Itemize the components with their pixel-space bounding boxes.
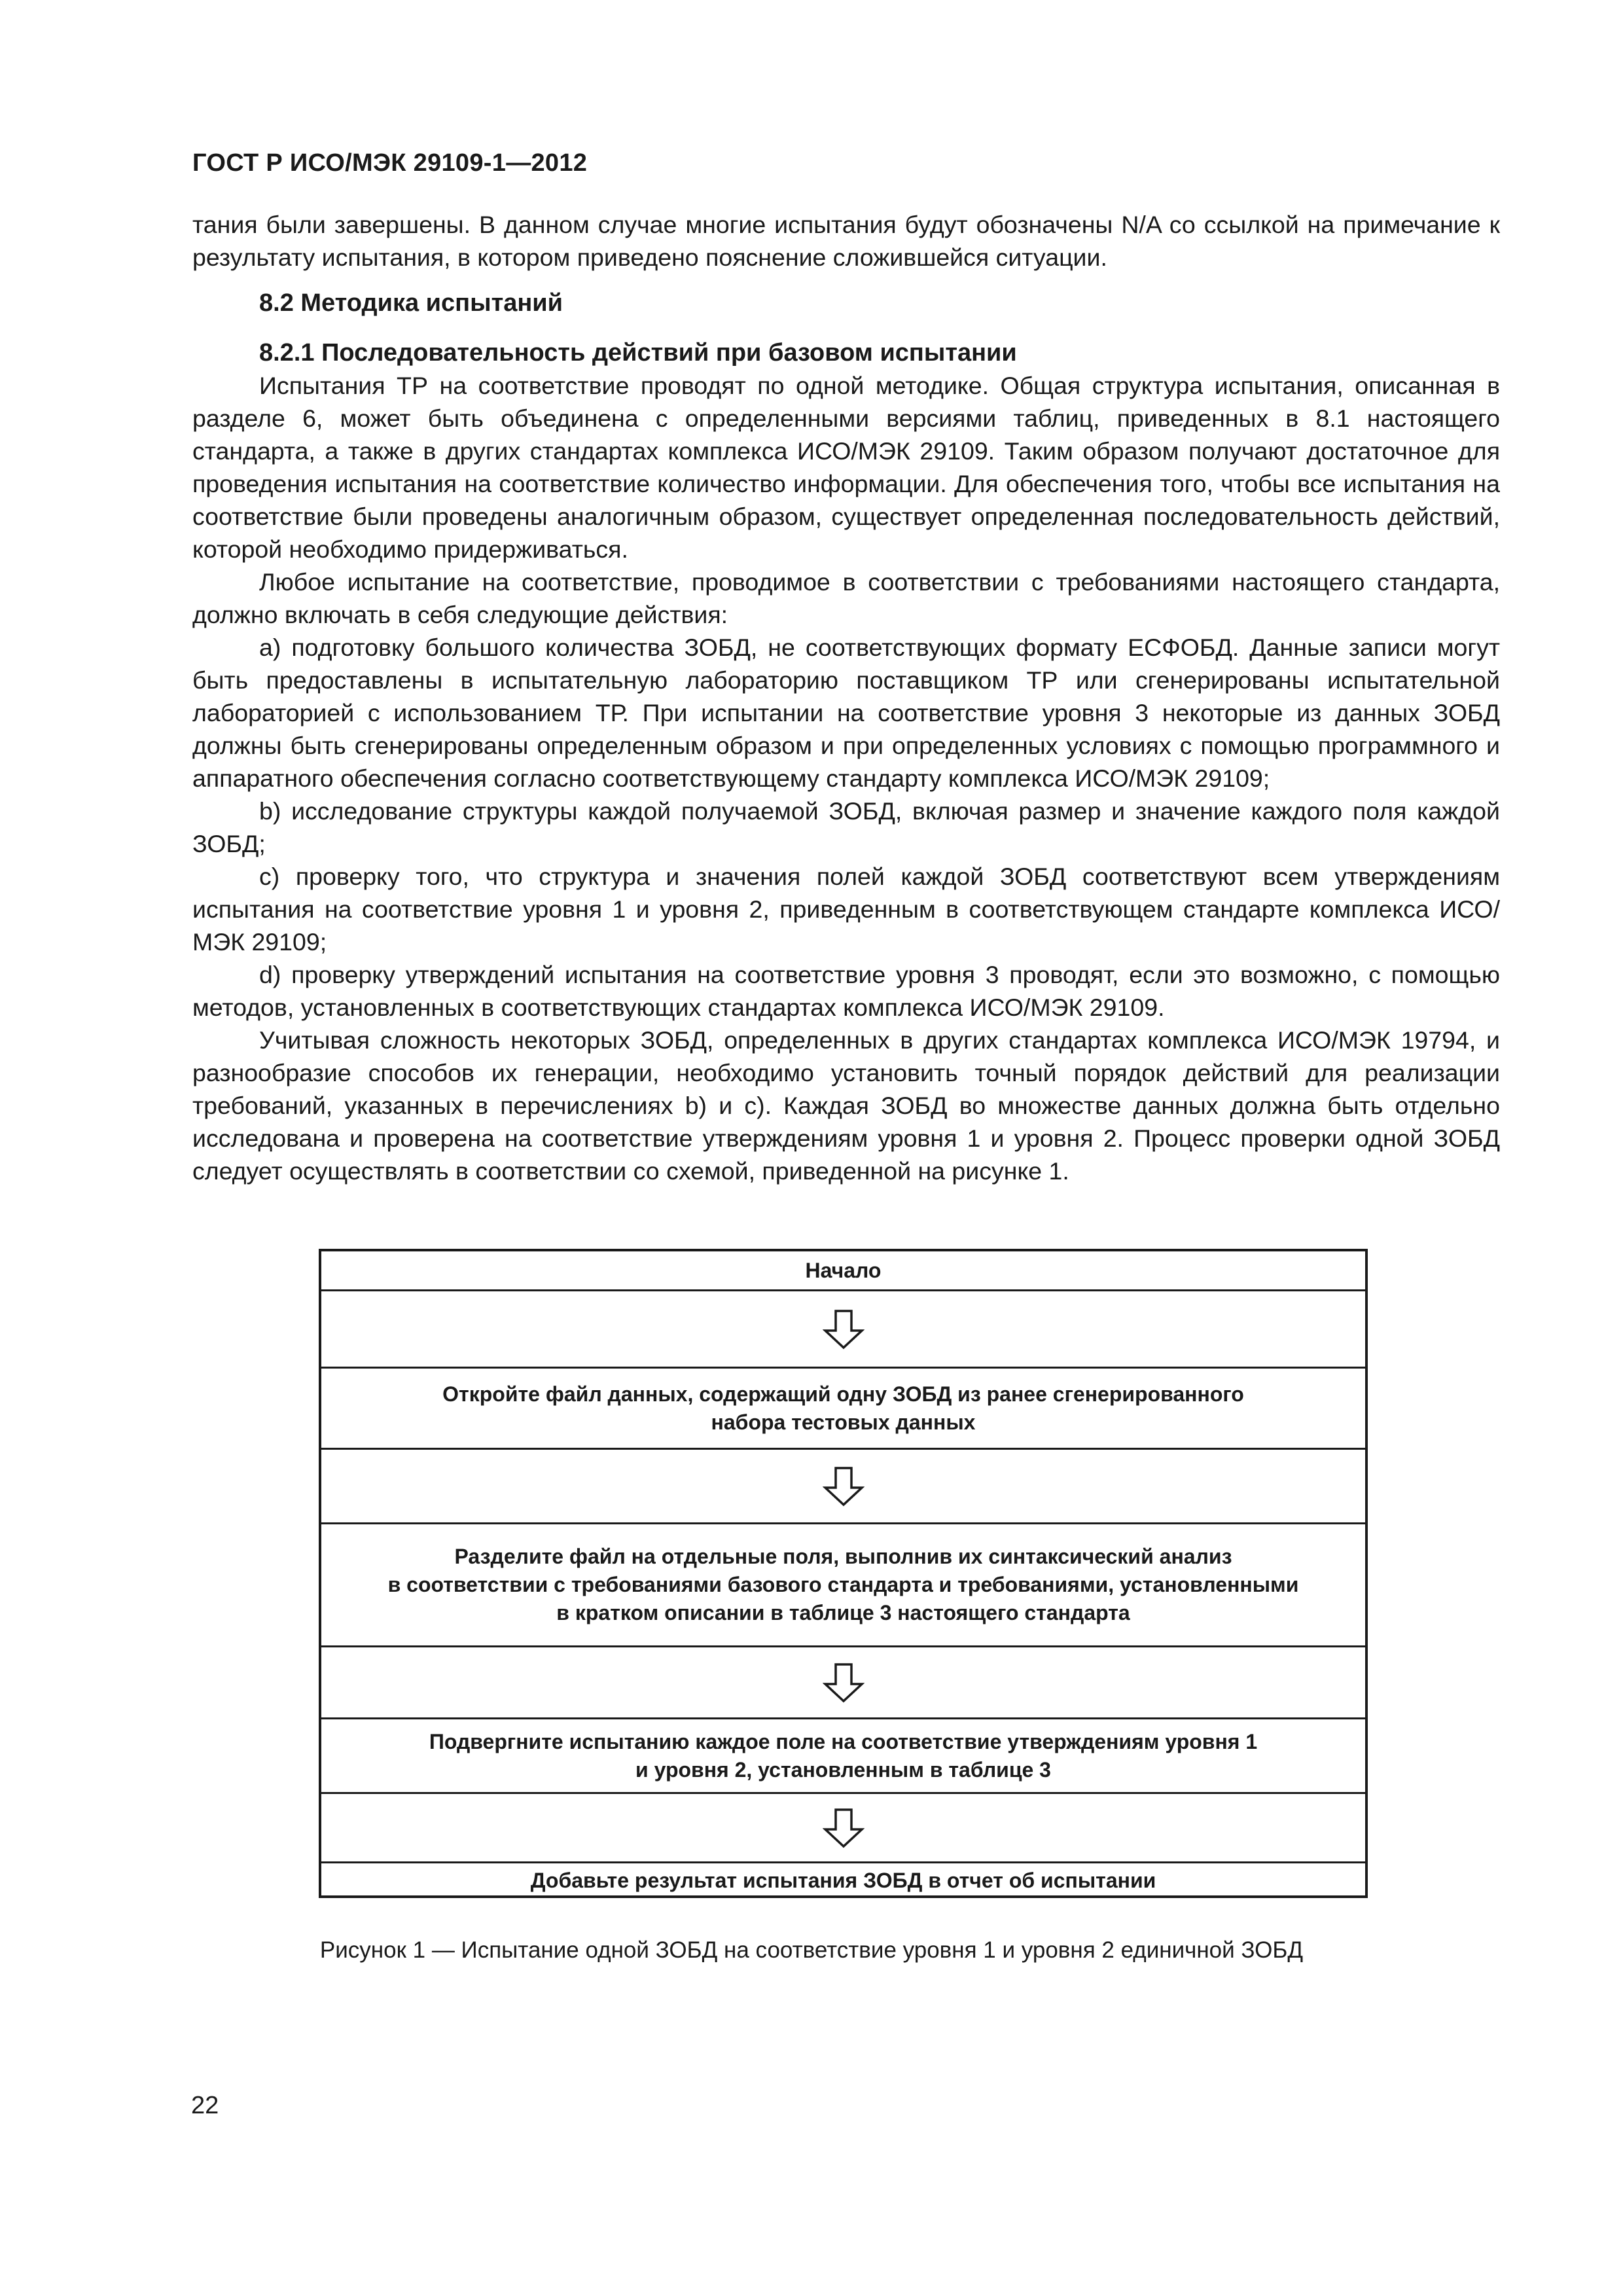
paragraph-2: Любое испытание на соответствие, проводимое в соответствии с требованиями настоящего стандарта, должно включать в себя следующие действия: xyxy=(192,568,1500,628)
flow-arrow-row xyxy=(321,1792,1365,1861)
flow-step-1-line-2: набора тестовых данных xyxy=(711,1410,976,1434)
list-item-c: c) проверку того, что структура и значения полей каждой ЗОБД соответствуют всем утверждениям испытания на соответствие уровня 1 и уровня 2, приведенным в соответствующем стандарте комплекса ИСО/МЭК 29109; xyxy=(192,863,1500,956)
paragraph-3: Учитывая сложность некоторых ЗОБД, определенных в других стандартах комплекса ИСО/МЭК 19794, и разнообразие способов их генерации, необходимо установить точный порядок действий для реализации требований, указанных в перечислениях b) и c). Каждая ЗОБД во множестве данных должна быть отдельно исследована и проверена на соответствие утверждениям уровня 1 и уровня 2. Процесс проверки одной ЗОБД следует осуществлять в соответствии со схемой, приведенной на рисунке 1. xyxy=(192,1026,1500,1185)
flow-step-2-line-3: в кратком описании в таблице 3 настоящего стандарта xyxy=(556,1601,1130,1624)
flow-step-2-line-2: в соответствии с требованиями базового стандарта и требованиями, установленными xyxy=(387,1573,1299,1596)
down-arrow-icon xyxy=(823,1465,865,1507)
flow-step-test-fields xyxy=(321,1717,1365,1792)
flow-arrow-row xyxy=(321,1448,1365,1522)
list-item-a: а) подготовку большого количества ЗОБД, не соответствующих формату ЕСФОБД. Данные записи могут быть предоставлены в испытательную лабораторию поставщиком ТР или сгенерированы испытательной лабораторией с использованием ТР. При испытании на соответствие уровня 3 некоторые из данных ЗОБД должны быть сгенерированы определенным образом и при определенных условиях с помощью программного и аппаратного обеспечения согласно соответствующему стандарту комплекса ИСО/МЭК 29109; xyxy=(192,634,1500,792)
section-heading-8-2: 8.2 Методика испытаний xyxy=(259,289,563,317)
flow-arrow-row xyxy=(321,1645,1365,1717)
flowchart xyxy=(319,1249,1368,1898)
section-heading-8-2-1: 8.2.1 Последовательность действий при базовом испытании xyxy=(259,339,1017,367)
flow-start-box xyxy=(321,1251,1365,1289)
down-arrow-icon xyxy=(823,1308,865,1350)
down-arrow-icon xyxy=(823,1662,865,1704)
paragraph-1: Испытания ТР на соответствие проводят по одной методике. Общая структура испытания, описанная в разделе 6, может быть объединена с определенными версиями таблиц, приведенных в 8.1 настоящего стандарта, а также в других стандартах комплекса ИСО/МЭК 29109. Таким образом получают достаточное для проведения испытания на соответствие количество информации. Для обеспечения того, чтобы все испытания на соответствие были проведены аналогичным образом, существует определенная последовательность действий, которой необходимо придерживаться. xyxy=(192,372,1500,563)
list-item-d: d) проверку утверждений испытания на соответствие уровня 3 проводят, если это возможно, с помощью методов, установленных в соответствующих стандартах комплекса ИСО/МЭК 29109. xyxy=(192,961,1500,1021)
figure-caption: Рисунок 1 — Испытание одной ЗОБД на соответствие уровня 1 и уровня 2 единичной ЗОБД xyxy=(319,1937,1304,1963)
page-number: 22 xyxy=(191,2092,219,2119)
flow-step-open-file xyxy=(321,1367,1365,1448)
flow-step-3-line-2: и уровня 2, установленным в таблице 3 xyxy=(635,1757,1051,1782)
flow-step-parse-fields xyxy=(321,1522,1365,1645)
flow-arrow-row xyxy=(321,1289,1365,1367)
standard-code-header: ГОСТ Р ИСО/МЭК 29109-1—2012 xyxy=(192,149,588,177)
flow-step-2-line-1: Разделите файл на отдельные поля, выполнив их синтаксический анализ xyxy=(454,1545,1232,1568)
list-item-b: b) исследование структуры каждой получаемой ЗОБД, включая размер и значение каждого поля каждой ЗОБД; xyxy=(192,797,1500,857)
flow-step-4-label: Добавьте результат испытания ЗОБД в отчет об испытании xyxy=(530,1869,1156,1892)
continued-paragraph: тания были завершены. В данном случае многие испытания будут обозначены N/A со ссылкой на примечание к результату испытания, в котором приведено пояснение сложившейся ситуации. xyxy=(192,211,1500,271)
body-text xyxy=(192,208,1500,1187)
flow-step-1-line-1: Откройте файл данных, содержащий одну ЗОБД из ранее сгенерированного xyxy=(442,1382,1244,1406)
flow-step-3-line-1: Подвергните испытанию каждое поле на соответствие утверждениям уровня 1 xyxy=(429,1729,1258,1753)
down-arrow-icon xyxy=(823,1807,865,1849)
flow-start-label: Начало xyxy=(805,1258,882,1282)
flow-step-add-result xyxy=(321,1861,1365,1898)
